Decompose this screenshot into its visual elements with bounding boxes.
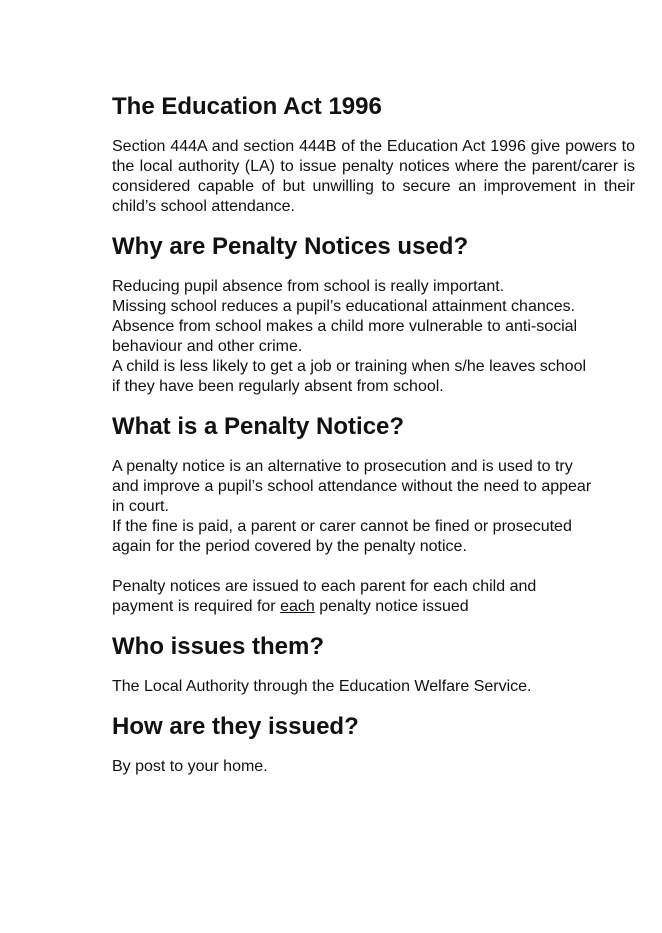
- text-line: if they have been regularly absent from school.: [112, 378, 444, 395]
- paragraph-who-issues: The Local Authority through the Education Welfare Service.: [112, 678, 532, 695]
- text-line: Absence from school makes a child more vulnerable to anti-social: [112, 318, 578, 335]
- text-line: If the fine is paid, a parent or carer cannot be fined or prosecuted: [112, 518, 572, 535]
- heading-who-issues: Who issues them?: [112, 633, 325, 660]
- text-line: behaviour and other crime.: [112, 338, 303, 355]
- text-line: Penalty notices are issued to each parent for each child and: [112, 578, 537, 595]
- heading-how-issued: How are they issued?: [112, 713, 359, 740]
- text-line: [112, 597, 635, 617]
- text-line: Missing school reduces a pupil’s educational attainment chances.: [112, 298, 576, 315]
- paragraph-why-used: [112, 277, 635, 397]
- text-line: again for the period covered by the penalty notice.: [112, 538, 467, 555]
- text-suffix: penalty notice issued: [314, 598, 469, 615]
- text-line: in court.: [112, 498, 169, 515]
- emphasis-each: each: [280, 598, 315, 615]
- paragraph-issued-each: [112, 577, 635, 617]
- heading-what-is: What is a Penalty Notice?: [112, 413, 405, 440]
- paragraph-education-act: Section 444A and section 444B of the Education Act 1996 give powers to the local authority (LA) to issue penalty notices where the parent/carer is considered capable of but unwilling to secure an improvement in their child’s school attendance.: [112, 138, 635, 215]
- text-prefix: payment is required for: [112, 598, 281, 615]
- paragraph-what-is: [112, 457, 635, 557]
- text-line: Reducing pupil absence from school is really important.: [112, 278, 505, 295]
- document-content: [112, 93, 635, 777]
- text-line: and improve a pupil’s school attendance without the need to appear: [112, 478, 592, 495]
- heading-why-used: Why are Penalty Notices used?: [112, 233, 469, 260]
- text-line: A penalty notice is an alternative to prosecution and is used to try: [112, 458, 573, 475]
- text-line: A child is less likely to get a job or training when s/he leaves school: [112, 358, 587, 375]
- heading-education-act: The Education Act 1996: [112, 93, 382, 120]
- paragraph-how-issued: By post to your home.: [112, 758, 268, 775]
